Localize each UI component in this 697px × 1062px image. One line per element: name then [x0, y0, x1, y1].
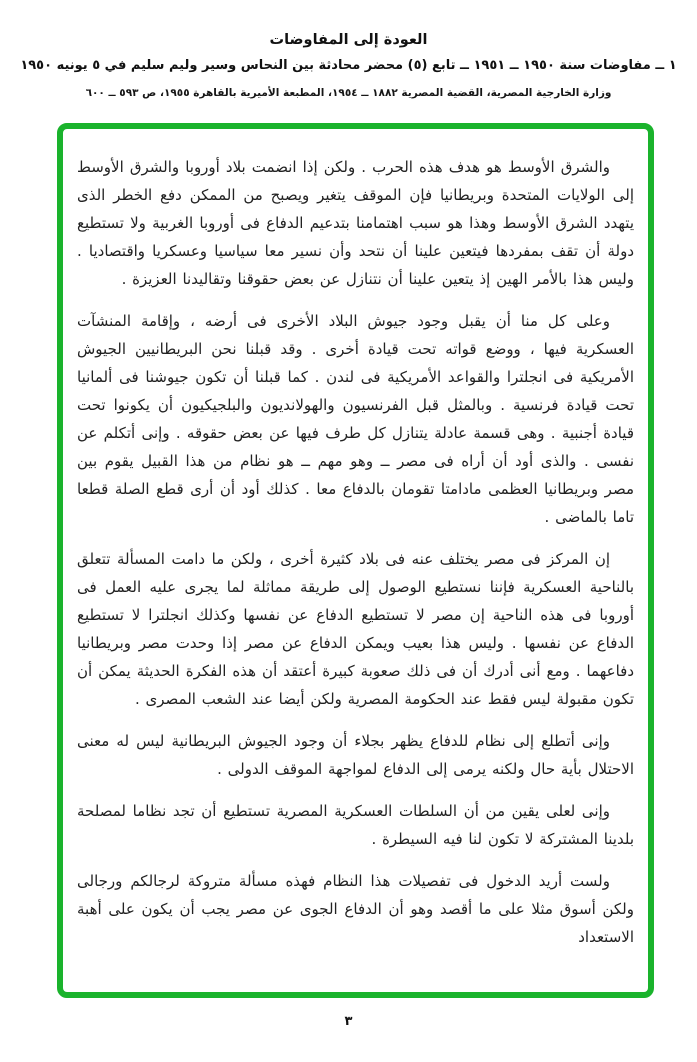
paragraph: وإنى أتطلع إلى نظام للدفاع يظهر بجلاء أن وجود الجيوش البريطانية ليس له معنى الاحتلال بأية حال ولكنه يرمى إلى الدفاع لمواجهة الموقف الدولى .	[77, 732, 634, 778]
paragraph: وإنى لعلى يقين من أن السلطات العسكرية المصرية تستطيع أن تجد نظاما لمصلحة بلدينا المشتركة لا تكون لنا فيه السيطرة .	[77, 802, 634, 848]
paragraph: وعلى كل منا أن يقبل وجود جيوش البلاد الأخرى فى أرضه ، وإقامة المنشآت العسكرية فيها ، ووضع قواته تحت قيادة أخرى . وقد قبلنا نحن البريطانيين الجيوش الأمريكية فى انجلترا والقواعد الأمريكية فى لندن . كما قبلنا أن تكون جيوشنا فى ألمانيا تحت قيادة فرنسية . وبالمثل قبل الفرنسيون والهولانديون والبلجيكيون أن يكونوا تحت قيادة أجنبية . وهى قسمة عادلة يتنازل كل طرف فيها عن بعض حقوقه . وإنى أتكلم عن نفسى . والذى أود أن أراه فى مصر ــ وهو مهم ــ هو نظام من هذا القبيل يقوم بين مصر وبريطانيا العظمى مادامتا تقومان بالدفاع معا . كذلك أود أن أرى قطع الصلة قطعا تاما بالماضى .	[77, 312, 634, 526]
page-number: ٣	[344, 1014, 353, 1029]
source-citation-line: وزارة الخارجية المصرية، القضية المصرية ١٨٨٢ ــ ١٩٥٤، المطبعة الأميرية بالقاهرة ١٩٥٥، ص ٥٩٣ ــ ٦٠٠	[85, 87, 612, 99]
paragraph: والشرق الأوسط هو هدف هذه الحرب . ولكن إذا انضمت بلاد أوروبا والشرق الأوسط إلى الولايات المتحدة وبريطانيا فإن الموقف يتغير ويصبح من الممكن دفع الخطر الذى يتهدد الشرق الأوسط وهذا هو سبب اهتمامنا بتدعيم الدفاع فى أوروبا الغربية ولا تستطيع دولة أن تقف بمفردها فيتعين علينا أن نتحد وأن نسير معا سياسيا وعسكريا واقتصاديا . وليس هذا بالأمر الهين إذ يتعين علينا أن نتنازل عن بعض حقوقنا وتقاليدنا العزيزة .	[77, 158, 634, 288]
paragraph: إن المركز فى مصر يختلف عنه فى بلاد كثيرة أخرى ، ولكن ما دامت المسألة تتعلق بالناحية العسكرية فإننا نستطيع الوصول إلى طريقة مماثلة لما يجرى عليه العمل فى أوروبا فى هذه الناحية إن مصر لا تستطيع الدفاع عن نفسها وكذلك انجلترا لا تستطيع الدفاع عن نفسها . وليس هذا بعيب ويمكن الدفاع عن مصر إذا وحدت مصر وبريطانيا دفاعهما . ومع أنى أدرك أن فى ذلك صعوبة كبيرة أعتقد أن هذه الفكرة الحديثة يمكن أن تكون مقبولة ليس فقط عند الحكومة المصرية ولكن أيضا عند الشعب المصرى .	[77, 550, 634, 708]
page-title: العودة إلى المفاوضات	[269, 32, 428, 48]
highlighted-scan-region	[57, 123, 654, 998]
paragraph: ولست أريد الدخول فى تفصيلات هذا النظام فهذه مسألة متروكة لرجالكم ورجالى ولكن أسوق مثلا على ما أقصد وهو أن الدفاع الجوى عن مصر يجب أن يكون على أهبة الاستعداد	[77, 872, 634, 946]
document-heading-line: ١ ــ مفاوضات سنة ١٩٥٠ ــ ١٩٥١ ــ تابع (٥) محضر محادثة بين النحاس وسير وليم سليم في ٥ يونيه ١٩٥٠	[20, 58, 677, 73]
scanned-text-block	[63, 129, 648, 992]
